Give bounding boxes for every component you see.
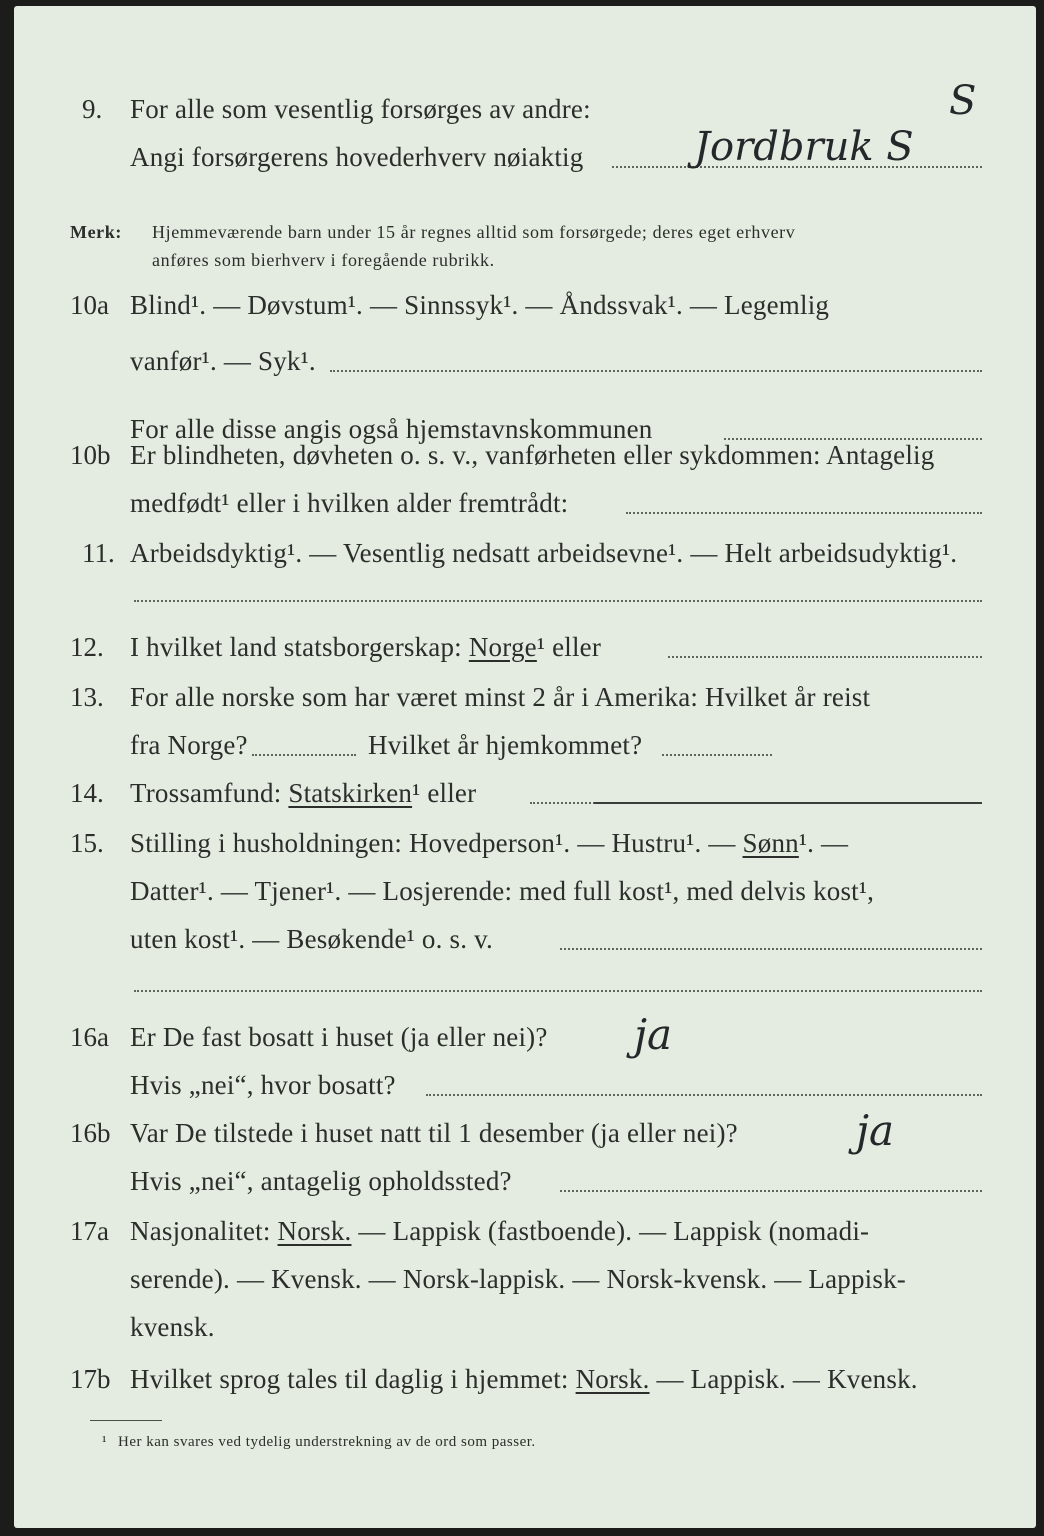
question-10b-line-2: medfødt¹ eller i hvilken alder fremtrådt:: [130, 488, 569, 518]
question-15-line-1: Stilling i husholdningen: Hovedperson¹. — Hustru¹. — Sønn¹. —: [130, 828, 849, 858]
question-13-number: 13.: [70, 682, 104, 712]
question-17a-line-1: Nasjonalitet: Norsk. — Lappisk (fastboende). — Lappisk (nomadi-: [130, 1216, 870, 1246]
question-14-strike-line: [594, 802, 982, 804]
question-14-line: Trossamfund: Statskirken¹ eller: [130, 778, 477, 808]
question-10a-number: 10a: [70, 290, 109, 320]
question-10b-number: 10b: [70, 440, 111, 470]
question-13-line-2a: fra Norge?: [130, 730, 248, 760]
question-16a-answer-line: [426, 1094, 982, 1096]
question-10a-line-3: For alle disse angis også hjemstavnskommunen: [130, 414, 653, 444]
question-11-answer-line: [134, 600, 982, 602]
question-10b-line-1: Er blindheten, døvheten o. s. v., vanførheten eller sykdommen: Antagelig: [130, 440, 935, 470]
question-14-underlined-answer: Statskirken: [288, 778, 413, 808]
question-11-line-1: Arbeidsdyktig¹. — Vesentlig nedsatt arbeidsevne¹. — Helt arbeidsudyktig¹.: [130, 538, 958, 568]
question-17a-number: 17a: [70, 1216, 109, 1246]
question-15-number: 15.: [70, 828, 104, 858]
question-17a-line-2: serende). — Kvensk. — Norsk-lappisk. — Norsk-kvensk. — Lappisk-: [130, 1264, 906, 1294]
question-15-line-2: Datter¹. — Tjener¹. — Losjerende: med full kost¹, med delvis kost¹,: [130, 876, 875, 906]
question-15-line-3: uten kost¹. — Besøkende¹ o. s. v.: [130, 924, 494, 954]
census-form-page: [14, 6, 1036, 1528]
question-17b-line: Hvilket sprog tales til daglig i hjemmet: Norsk. — Lappisk. — Kvensk.: [130, 1364, 918, 1394]
question-9-number: 9.: [82, 94, 103, 124]
question-17a-underlined-answer: Norsk.: [277, 1216, 352, 1246]
question-9-handwritten-mark: S: [949, 78, 977, 124]
question-14-number: 14.: [70, 778, 104, 808]
footnote-rule: [90, 1420, 162, 1421]
question-9-line-1: For alle som vesentlig forsørges av andre:: [130, 94, 591, 124]
note-label: Merk:: [70, 222, 122, 242]
question-16b-answer-line: [560, 1190, 982, 1192]
question-16a-line-2: Hvis „nei“, hvor bosatt?: [130, 1070, 396, 1100]
question-12-line: I hvilket land statsborgerskap: Norge¹ eller: [130, 632, 602, 662]
question-13-departure-year-line: [252, 754, 356, 756]
question-9-handwritten-answer: Jordbruk S: [694, 124, 914, 170]
question-15-underlined-answer: Sønn: [742, 828, 799, 858]
note-line-1: Hjemmeværende barn under 15 år regnes alltid som forsørgede; deres eget erhverv: [152, 222, 796, 242]
question-13-line-2b: Hvilket år hjemkommet?: [368, 730, 643, 760]
question-13-line-1: For alle norske som har været minst 2 år i Amerika: Hvilket år reist: [130, 682, 871, 712]
question-16b-handwritten-answer: ja: [856, 1106, 895, 1155]
question-17a-line-3: kvensk.: [130, 1312, 215, 1342]
question-10a-line-1: Blind¹. — Døvstum¹. — Sinnssyk¹. — Åndssvak¹. — Legemlig: [130, 290, 830, 320]
question-16b-line-2: Hvis „nei“, antagelig opholdssted?: [130, 1166, 512, 1196]
question-9-line-2: Angi forsørgerens hovederhverv nøiaktig: [130, 142, 584, 172]
footnote-text: Her kan svares ved tydelig understrekning av de ord som passer.: [118, 1434, 536, 1450]
question-12-number: 12.: [70, 632, 104, 662]
question-11-number: 11.: [82, 538, 115, 568]
question-13-return-year-line: [662, 754, 772, 756]
question-17b-number: 17b: [70, 1364, 111, 1394]
question-16a-handwritten-answer: ja: [634, 1010, 673, 1059]
question-10a-answer-line: [330, 370, 982, 372]
note-line-2: anføres som bierhverv i foregående rubrikk.: [152, 250, 495, 270]
question-16b-number: 16b: [70, 1118, 111, 1148]
question-14-dotted-line: [530, 802, 602, 804]
question-16a-number: 16a: [70, 1022, 109, 1052]
question-15-extra-line: [134, 990, 982, 992]
question-17b-underlined-answer: Norsk.: [575, 1364, 650, 1394]
question-16a-line-1: Er De fast bosatt i huset (ja eller nei)?: [130, 1022, 548, 1052]
question-12-answer-line: [668, 656, 982, 658]
question-15-answer-line: [560, 948, 982, 950]
question-16b-line-1: Var De tilstede i huset natt til 1 desember (ja eller nei)?: [130, 1118, 738, 1148]
question-12-underlined-answer: Norge: [468, 632, 537, 662]
footnote-mark: ¹: [102, 1434, 107, 1450]
question-10a-line-2: vanfør¹. — Syk¹.: [130, 346, 316, 376]
question-10b-answer-line: [626, 512, 982, 514]
